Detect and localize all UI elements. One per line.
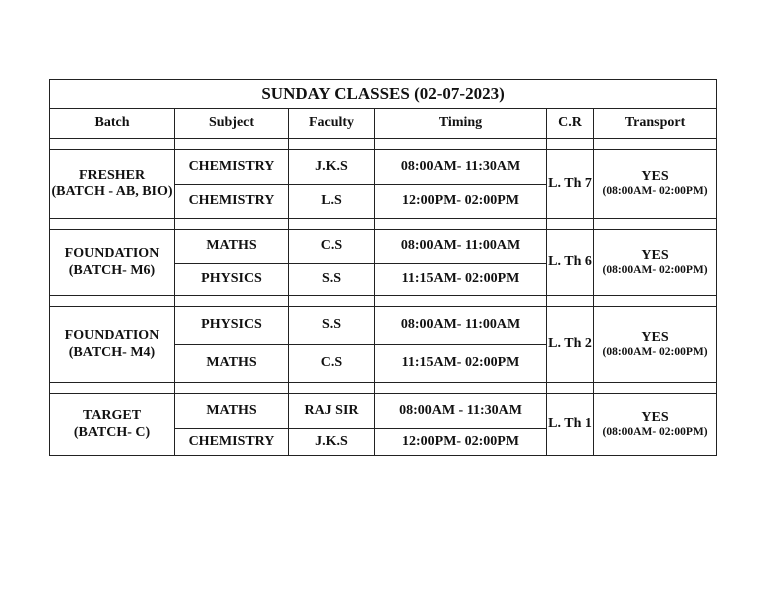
subject-cell: PHYSICS (175, 307, 289, 345)
transport-status: YES (641, 409, 669, 425)
timing-cell: 11:15AM- 02:00PM (375, 264, 547, 296)
batch-cell (50, 230, 175, 296)
faculty-cell: J.K.S (289, 429, 375, 456)
header-batch: Batch (50, 109, 175, 139)
subject-cell: CHEMISTRY (175, 429, 289, 456)
subject-cell: MATHS (175, 345, 289, 383)
timing-cell: 08:00AM- 11:00AM (375, 230, 547, 264)
timing-cell: 08:00AM- 11:30AM (375, 150, 547, 185)
timing-cell: 11:15AM- 02:00PM (375, 345, 547, 383)
header-transport: Transport (594, 109, 717, 139)
faculty-cell: L.S (289, 185, 375, 219)
batch-code: (BATCH - AB, BIO) (51, 184, 173, 199)
timing-cell: 12:00PM- 02:00PM (375, 185, 547, 219)
header-faculty: Faculty (289, 109, 375, 139)
spacer-row (50, 383, 717, 394)
table-row (50, 394, 717, 429)
transport-cell (594, 307, 717, 383)
cr-cell: L. Th 2 (547, 307, 594, 383)
subject-cell: CHEMISTRY (175, 150, 289, 185)
header-cr: C.R (547, 109, 594, 139)
faculty-cell: S.S (289, 264, 375, 296)
batch-code: (BATCH- C) (73, 424, 151, 440)
subject-cell: MATHS (175, 230, 289, 264)
table-row (50, 150, 717, 185)
header-row (50, 109, 717, 139)
table-row (50, 230, 717, 264)
cr-cell: L. Th 7 (547, 150, 594, 219)
schedule-table (49, 79, 717, 456)
transport-status: YES (641, 329, 669, 345)
transport-time: (08:00AM- 02:00PM) (602, 345, 708, 358)
batch-name: FOUNDATION (64, 246, 160, 262)
timing-cell: 12:00PM- 02:00PM (375, 429, 547, 456)
timing-cell: 08:00AM- 11:00AM (375, 307, 547, 345)
batch-cell (50, 394, 175, 456)
spacer-row (50, 219, 717, 230)
subject-cell: PHYSICS (175, 264, 289, 296)
batch-name: FOUNDATION (64, 328, 160, 344)
header-timing: Timing (375, 109, 547, 139)
batch-cell (50, 307, 175, 383)
cr-cell: L. Th 6 (547, 230, 594, 296)
batch-cell (50, 150, 175, 219)
cr-cell: L. Th 1 (547, 394, 594, 456)
timing-cell: 08:00AM - 11:30AM (375, 394, 547, 429)
transport-cell (594, 394, 717, 456)
faculty-cell: RAJ SIR (289, 394, 375, 429)
spacer-row (50, 139, 717, 150)
transport-status: YES (641, 169, 669, 185)
transport-cell (594, 150, 717, 219)
transport-time: (08:00AM- 02:00PM) (602, 263, 708, 276)
schedule-sheet (49, 79, 716, 456)
spacer-row (50, 296, 717, 307)
header-subject: Subject (175, 109, 289, 139)
transport-status: YES (641, 247, 669, 263)
faculty-cell: C.S (289, 230, 375, 264)
faculty-cell: J.K.S (289, 150, 375, 185)
subject-cell: MATHS (175, 394, 289, 429)
faculty-cell: C.S (289, 345, 375, 383)
faculty-cell: S.S (289, 307, 375, 345)
batch-name: FRESHER (78, 167, 146, 183)
title-row (50, 80, 717, 109)
batch-code: (BATCH- M6) (68, 262, 156, 278)
batch-name: TARGET (82, 408, 142, 424)
batch-code: (BATCH- M4) (68, 344, 156, 360)
subject-cell: CHEMISTRY (175, 185, 289, 219)
transport-time: (08:00AM- 02:00PM) (602, 185, 708, 198)
transport-cell (594, 230, 717, 296)
table-row (50, 307, 717, 345)
table-title: SUNDAY CLASSES (02-07-2023) (50, 80, 717, 109)
transport-time: (08:00AM- 02:00PM) (602, 425, 708, 438)
